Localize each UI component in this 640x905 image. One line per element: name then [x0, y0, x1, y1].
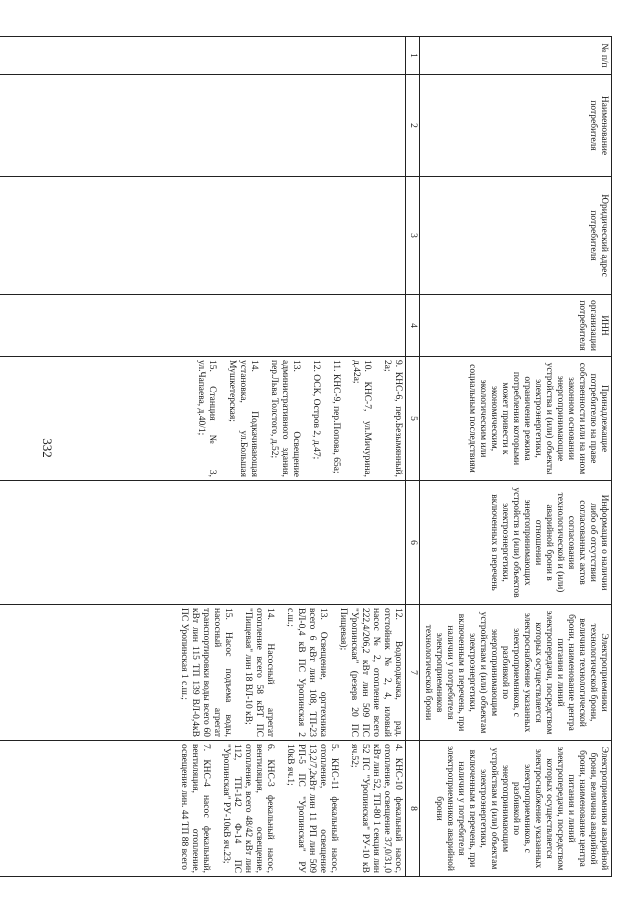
emergency-reserve-entry: 4. КНС-10 фекальный насос, отопление, освещение 37,0/31,0 кВт лин 52, ТП-80 1 секция лин 52 ПС "Уропинская" РУ-10 кВ яч.52; — [349, 744, 403, 873]
cell-emergency-reserve — [0, 741, 406, 877]
header-cell: № п/п — [420, 37, 612, 75]
tech-reserve-entry: 14. Насосный агрегат отопление всего 58 кВТ ПС "Пищевая" лин 18 ВЛ-10 кВ; — [243, 608, 275, 737]
header-cell: Юридический адрес потребителя — [420, 177, 612, 295]
rotated-table-sheet — [47, 36, 612, 876]
cell-index — [0, 37, 406, 75]
header-cell: Принадлежащие потребителю на праве собственности или на ином законном основании энергопринимающие устройства и (или) объекты электроэнергетики, ограничение режима потребления которыми может привести к экономическим, экологическим или социальным последствиям — [420, 357, 612, 481]
header-cell: Информация о наличии либо об отсутствии согласованных актов согласования технологической и (или) аварийной брони в отношении энергопринимающих устройств и (или) объектов электроэнергетики, включенных в перечень — [420, 481, 612, 605]
header-cell: Наименование потребителя — [420, 75, 612, 177]
device-entry: 10. КНС-7, ул.Мичурина, д.42а; — [351, 360, 372, 477]
tech-reserve-entry: 15. Насос подъема воды, насосный агрегат транспортировки воды всего 60 кВт лин 115 ТП 139 ВЛ-0,4кВ ПС Уропинская 1 с.ш.; — [179, 608, 233, 737]
column-number: 6 — [406, 481, 420, 605]
column-number: 7 — [406, 605, 420, 741]
cell-legal-address — [0, 177, 406, 295]
header-cell: Электроприемники технологической брони, величина технологической брони, наименование центра питания и линий электропередачи, посредством которых осуществляется электроснабжение указанных электроприемников, с разбивкой по энергопринимающим устройствам и (или) объектам электроэнергетики, включенным в перечень, при наличии у потребителя электроприемников технологической брони — [420, 605, 612, 741]
emergency-reserve-entry: 7. КНС-4 насос фекальный, вентиляция, отопление, освещение лин. 44 ТП 88 всего — [179, 744, 211, 873]
cell-inn — [0, 295, 406, 357]
consumer-table — [0, 36, 612, 877]
column-number: 8 — [406, 741, 420, 877]
cell-acts-info — [0, 481, 406, 605]
device-entry: 12. ОСК, Остров 2, д.47; — [311, 360, 321, 460]
column-number-row — [406, 37, 420, 877]
column-number: 2 — [406, 75, 420, 177]
header-cell: Электроприемники аварийной брони, величина аварийной брони, наименование центра питания и линий электропередачи, посредством которых осуществляется электроснабжение указанных электроприемников, с разбивкой по энергопринимающим устройствам и (или) объектам электроэнергетики, включенным в перечень, при наличии у потребителя электроприемников аварийной брони — [420, 741, 612, 877]
tech-reserve-entry: 13. Освещение, оргтехника всего 6 кВт лин 108, ТП-23 ВЛ-0,4 кВ ПС Уропинская 2 с.ш.; — [285, 608, 328, 737]
table-row — [0, 37, 406, 877]
device-entry: 13. Освещение административного здания, пер.Льва Толстого, д.52; — [269, 360, 301, 477]
page-number: 332 — [40, 438, 55, 458]
tech-reserve-entry: 12. Водоподкачка, рад. отстойник № 2, 4, иловый насос № 2, отопление всего 222,4/206,2 кВт лин 509 ПС "Уропинская" (резерв 20 ПС Пищевая); — [338, 608, 403, 737]
cell-devices — [0, 357, 406, 481]
column-number: 1 — [406, 37, 420, 75]
device-entry: 15. Станция № 3, ул.Чапаева, д.40/1; — [196, 360, 217, 477]
header-row — [420, 37, 612, 877]
device-entry: 14. Подкачивающая установка, ул.Большая Мушкетерская; — [227, 360, 259, 477]
emergency-reserve-entry: 6. КНС-3 фекальный насос, вентиляция, освещение, отопление, всего 48/42 кВт лин 112, ТП-142 Ф-14 ПС "Уропинская" РУ-10кВ яч.23; — [221, 744, 275, 873]
device-entry: 11. КНС-9, пер.Попова, 65а; — [331, 360, 341, 474]
column-number: 3 — [406, 177, 420, 295]
device-entry: 9. КНС-6, пер.Безымянный, 2а; — [382, 360, 403, 477]
cell-technological-reserve — [0, 605, 406, 741]
header-cell: ИНН организации потребителя — [420, 295, 612, 357]
cell-consumer-name — [0, 75, 406, 177]
emergency-reserve-entry: 5. КНС-11 фекальный насос, отопление, освещение 13,2/7,2кВт лин 11 РП лин 509 РП-5 ПС "Уропинская" РУ 10кВ яч.1; — [285, 744, 339, 873]
column-number: 4 — [406, 295, 420, 357]
column-number: 5 — [406, 357, 420, 481]
